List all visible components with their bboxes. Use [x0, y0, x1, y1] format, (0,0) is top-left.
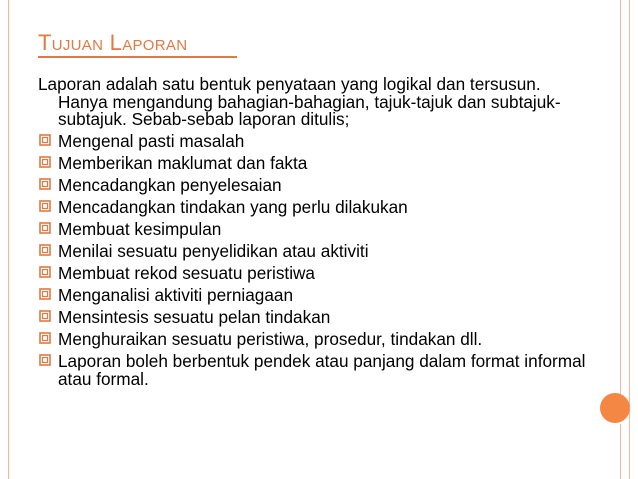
bullet-item [38, 243, 593, 261]
bullet-text: Menganalisi aktiviti perniagaan [58, 285, 294, 305]
bullet-text: Menilai sesuatu penyelidikan atau aktiviti [58, 241, 369, 261]
left-border-line [8, 0, 9, 479]
bullet-item [38, 353, 593, 388]
square-bullet-icon [39, 134, 51, 146]
bullet-item [38, 155, 593, 173]
square-bullet-icon [39, 354, 51, 366]
right-border-line-inner-bottom [620, 424, 621, 479]
square-bullet-icon [39, 266, 51, 278]
bullet-item [38, 199, 593, 217]
square-bullet-icon [39, 310, 51, 322]
square-bullet-icon [39, 288, 51, 300]
square-bullet-icon [39, 332, 51, 344]
slide-body [38, 76, 593, 393]
bullet-list [38, 133, 593, 388]
bullet-text: Mengenal pasti masalah [58, 131, 245, 151]
bullet-item [38, 133, 593, 151]
bullet-item [38, 331, 593, 349]
square-bullet-icon [39, 178, 51, 190]
bullet-item [38, 309, 593, 327]
intro-paragraph: Laporan adalah satu bentuk penyataan yang logikal dan tersusun. Hanya mengandung bahagian-bahagian, tajuk-tajuk dan subtajuk-subtajuk. Sebab-sebab laporan ditulis; [38, 74, 561, 129]
bullet-text: Memberikan maklumat dan fakta [58, 153, 308, 173]
bullet-text: Mencadangkan penyelesaian [58, 175, 282, 195]
bullet-text: Mensintesis sesuatu pelan tindakan [58, 307, 331, 327]
right-border-line-inner-top [620, 0, 621, 395]
bullet-text: Laporan boleh berbentuk pendek atau panjang dalam format informal atau formal. [58, 351, 586, 389]
bullet-item [38, 221, 593, 239]
square-bullet-icon [39, 244, 51, 256]
square-bullet-icon [39, 156, 51, 168]
bullet-text: Menghuraikan sesuatu peristiwa, prosedur, tindakan dll. [58, 329, 483, 349]
decorative-circle [600, 393, 630, 423]
bullet-text: Membuat rekod sesuatu peristiwa [58, 263, 315, 283]
slide-title: Tujuan Laporan [38, 30, 188, 55]
bullet-item [38, 265, 593, 283]
bullet-item [38, 177, 593, 195]
bullet-item [38, 287, 593, 305]
square-bullet-icon [39, 222, 51, 234]
square-bullet-icon [39, 200, 51, 212]
bullet-text: Mencadangkan tindakan yang perlu dilakukan [58, 197, 408, 217]
title-underline [38, 56, 237, 58]
bullet-text: Membuat kesimpulan [58, 219, 222, 239]
